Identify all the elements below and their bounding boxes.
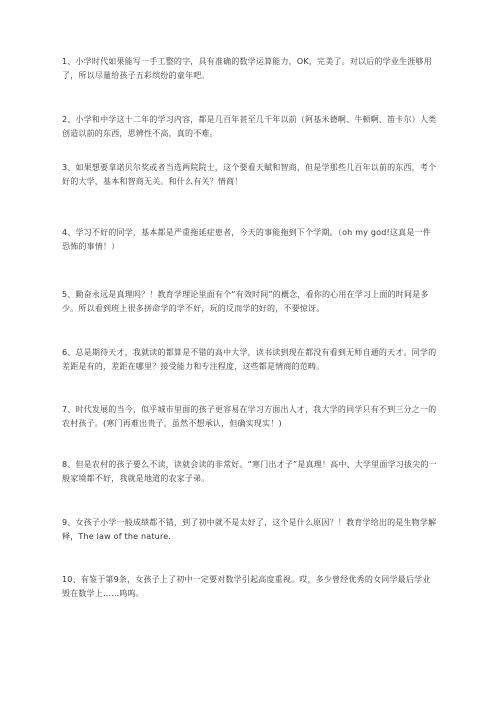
paragraph-8: 8、但是农村的孩子要么不读，读就会读的非常好。“寒门出才子”是真理！高中、大学里面学习拔尖的一般家境都不好，我就是地道的农家子弟。 bbox=[62, 460, 437, 483]
paragraph-9: 9、女孩子小学一般成绩都不错，到了初中就不是太好了，这个是什么原因？！教育学给出的是生物学解释，The law of the nature. bbox=[62, 518, 437, 541]
paragraph-2: 2、小学和中学这十二年的学习内容，都是几百年甚至几千年以前（阿基米德啊、牛顿啊、笛卡尔）人类创造以前的东西，思辨性不高，真的不难。 bbox=[62, 115, 437, 138]
paragraph-3: 3、如果想要拿诺贝尔奖或者当选两院院士，这个要看天赋和智商，但是学那些几百年以前的东西，考个好的大学，基本和智商无关。和什么有关？情商！ bbox=[62, 163, 437, 186]
paragraph-5: 5、勤奋永远是真理吗？！教育学理论里面有个“有效时间”的概念，看你的心用在学习上面的时间是多少。所以看到班上很多拼命学的学不好，玩的反而学的好的，不要惊讶。 bbox=[62, 290, 429, 313]
paragraph-4: 4、学习不好的同学，基本都是严重拖延症患者，今天的事能拖到下个学期。（oh my god!这真是一件恐怖的事情！） bbox=[62, 228, 431, 251]
paragraph-1: 1、小学时代如果能写一手工整的字，具有准确的数学运算能力，OK，完美了。对以后的学业生涯够用了，所以尽量给孩子五彩缤纷的童年吧。 bbox=[62, 57, 432, 80]
paragraph-7: 7、时代发展的当今，似乎城市里面的孩子更容易在学习方面出人才，我大学的同学只有不到三分之一的农村孩子。(寒门再难出贵子，虽然不想承认，但确实现实！) bbox=[62, 405, 437, 428]
paragraph-10: 10、有鉴于第9条，女孩子上了初中一定要对数学引起高度重视。哎，多少曾经优秀的女同学最后学业毁在数学上……呜呜。 bbox=[62, 575, 431, 598]
paragraph-6: 6、总是期待天才，我就读的都算是不错的高中大学，读书读到现在都没有看到无师自通的天才。同学的差距是有的，差距在哪里？接受能力和专注程度，这些都是情商的范畴。 bbox=[62, 348, 437, 371]
